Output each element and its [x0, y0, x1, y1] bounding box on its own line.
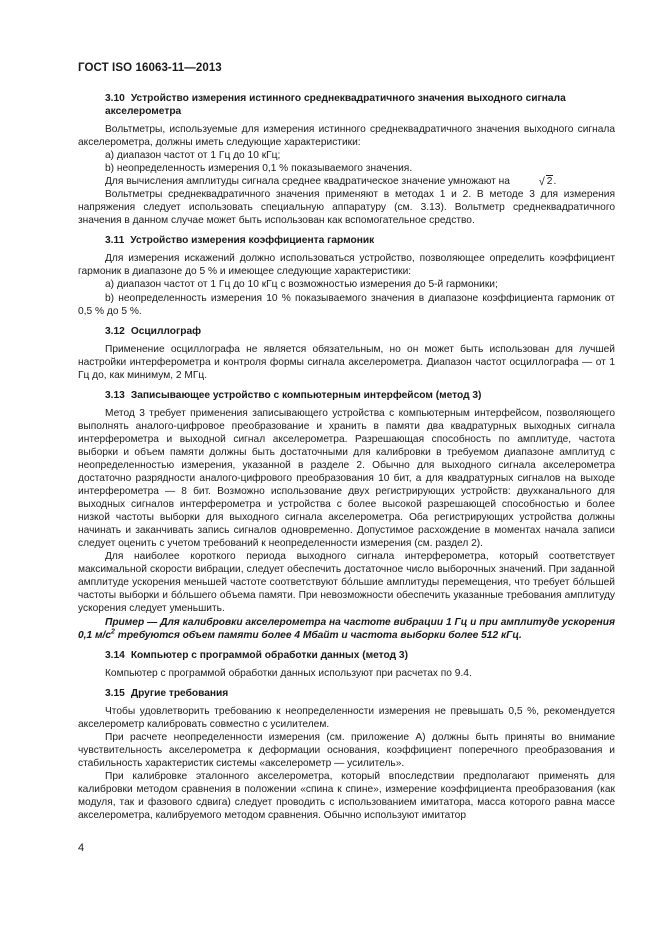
- list-item: b) неопределенность измерения 0,1 % показываемого значения.: [105, 163, 413, 175]
- paragraph: Вольтметры среднеквадратичного значения применяют в методах 1 и 2. В методе 3 для измерения напряжения следует использовать специальную аппаратуру (см. 3.13). Вольтметр среднеквадратичного значения в данном случае может быть использован как вспомогательное средство.: [78, 189, 615, 227]
- example-label: Пример: [105, 616, 145, 628]
- sqrt-formula: [513, 175, 557, 189]
- paragraph-end: .: [553, 176, 557, 188]
- section-3-14-heading: [105, 649, 615, 662]
- section-3-15-heading: [105, 687, 615, 700]
- paragraph: Для наиболее короткого периода выходного сигнала интерферометра, который соответствует максимальной скорости вибрации, следует обеспечить достаточное число выборочных значений. При заданной амплитуде ускорения меньшей частоте соответствуют бо́льшие амплитуды перемещения, что требует бо́льшей частоты выборки и бо́льшего объема памяти. При невозможности обеспечить указанные требования амплитуду ускорения следует уменьшить.: [78, 551, 615, 615]
- document-header: ГОСТ ISO 16063-11—2013: [78, 62, 222, 74]
- section-title: Устройство измерения истинного среднеквадратичного значения выходного сигнала акселерометра: [105, 93, 566, 117]
- section-number: 3.12: [105, 325, 125, 337]
- sqrt-argument: 2: [546, 176, 553, 188]
- paragraph: При калибровке эталонного акселерометра, который впоследствии предполагают применять для калибровки методом сравнения в положении «спина к спине», измерение коэффициента преобразования (как модуля, так и фазового сдвига) следует проводить с использованием имитатора, масса которого равна массе акселерометра, калибруемого методом сравнения. Обычно используют имитатор: [78, 770, 615, 822]
- section-number: 3.15: [105, 687, 125, 699]
- paragraph: Чтобы удовлетворить требованию к неопределенности измерения не превышать 0,5 %, рекомендуется акселерометр калибровать совместно с усилителем.: [78, 705, 615, 730]
- paragraph: Для измерения искажений должно использоваться устройство, позволяющее определить коэффициент гармоник в диапазоне до 5 % и имеющее следующие характеристики:: [78, 253, 615, 278]
- section-number: 3.10: [105, 93, 125, 104]
- section-number: 3.13: [105, 389, 125, 401]
- example-text: — Для калибровки акселерометра на частоте вибрации 1 Гц и при амплитуде ускорения 0,1 м/с: [78, 616, 615, 641]
- section-title: Осциллограф: [130, 325, 202, 337]
- section-number: 3.11: [105, 235, 125, 247]
- paragraph: Метод 3 требует применения записывающего устройства с компьютерным интерфейсом, позволяющего выполнять аналого-цифровое преобразование и хранить в памяти два квадратурных выходных сигнала интерферометра и выходной сигнал акселерометра. Разрешающая способность по амплитуде, частота выборки и объем памяти должны быть достаточными для калибровки в требуемом диапазоне амплитуд с неопределенностью измерения, указанной в разделе 2. Обычно для выходного сигнала акселерометра достаточно разрядности аналого-цифрового преобразования 10 бит, а для квадратурных сигналов на выходе интерферометра — 8 бит. Возможно использование двух регистрирующих устройств: двухканального для выходных сигналов интерферометра и устройства с более высокой разрешающей способностью и более низкой частоты выборки для выходного сигнала акселерометра. Оба регистрирующих устройства должны начинать и заканчивать запись сигналов одновременно. Допустимое расхождение в моментах начала записи следует оценить с учетом требований к неопределенности измерения (см. раздел 2).: [78, 407, 615, 550]
- example-text-end: требуются объем памяти более 4 Мбайт и частота выборки более 512 кГц.: [114, 629, 522, 641]
- paragraph-text: Для вычисления амплитуды сигнала среднее квадратическое значение умножают на: [105, 176, 510, 188]
- list-item: a) диапазон частот от 1 Гц до 10 кГц с возможностью измерения до 5-й гармоники;: [105, 279, 498, 291]
- paragraph: Компьютер с программой обработки данных используют при расчетах по 9.4.: [105, 667, 472, 679]
- paragraph: При расчете неопределенности измерения (см. приложение А) должны быть приняты во внимание чувствительность акселерометра к деформации основания, коэффициент поперечного преобразования и стабильность характеристик системы «акселерометр — усилитель».: [78, 731, 615, 769]
- section-3-13-heading: [105, 389, 615, 402]
- section-3-10-heading: [105, 92, 615, 118]
- radical-sign: √: [538, 176, 545, 189]
- section-title: Другие требования: [130, 687, 229, 699]
- list-item: b) неопределенность измерения 10 % показываемого значения в диапазоне коэффициента гармоник от 0,5 % до 5 %.: [78, 292, 615, 317]
- example-note: [78, 616, 615, 642]
- list-item: a) диапазон частот от 1 Гц до 10 кГц;: [105, 150, 281, 162]
- section-number: 3.14: [105, 649, 125, 661]
- page-number: 4: [78, 842, 85, 854]
- example-superscript: 2: [111, 628, 115, 636]
- section-title: Записывающее устройство с компьютерным интерфейсом (метод 3): [130, 389, 482, 401]
- section-title: Компьютер с программой обработки данных (метод 3): [130, 649, 408, 661]
- paragraph: Применение осциллографа не является обязательным, но он может быть использован для лучшей настройки интерферометра и контроля формы сигнала акселерометра. Диапазон частот осциллографа — от 1 Гц до, как минимум, 2 МГц.: [78, 343, 615, 381]
- section-3-11-heading: [105, 234, 615, 247]
- paragraph-sqrt: [78, 175, 615, 188]
- section-title: Устройство измерения коэффициента гармоник: [130, 235, 375, 247]
- document-body: [78, 85, 615, 822]
- section-3-12-heading: [105, 325, 615, 338]
- paragraph: Вольтметры, используемые для измерения истинного среднеквадратичного значения выходного сигнала акселерометра, должны иметь следующие характеристики:: [78, 124, 615, 149]
